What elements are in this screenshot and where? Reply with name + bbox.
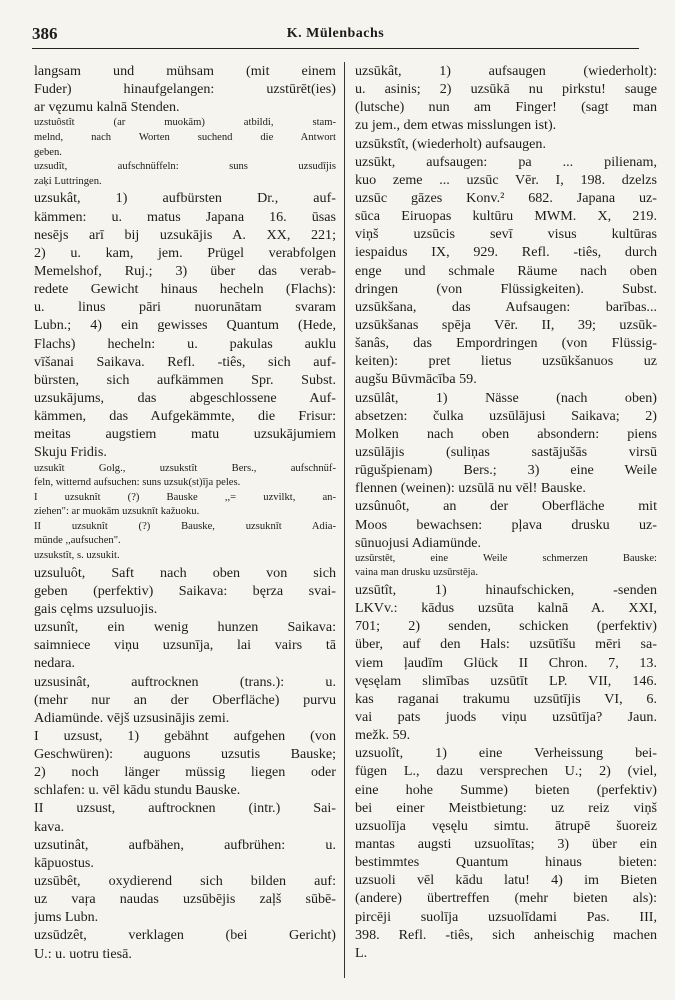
text-line: viem ļaudīm Glück II Chron. 7, 13. (355, 654, 657, 671)
text-line: enge und schmale Räume nach oben (355, 262, 657, 279)
text-line: II uzsuknît (?) Bauske, uzsuknīt Adia- (34, 520, 336, 532)
header-rule (32, 48, 639, 49)
text-line: uzsukājums, das abgeschlossene Auf- (34, 389, 336, 406)
page-header (32, 24, 639, 46)
text-line: münde ,,aufsuchen". (34, 535, 121, 547)
text-line: zaķi Luttringen. (34, 175, 102, 187)
text-line: uzsunît, ein wenig hunzen Saikava: (34, 619, 336, 636)
right-column (355, 62, 657, 980)
text-line: Adiamünde. vējš uzsusinājis zemi. (34, 709, 230, 726)
text-line: über, auf den Hals: uzsūtīšu mēri sa- (355, 636, 657, 653)
text-line: schlafen: u. vēl kādu stundu Bauske. (34, 782, 241, 799)
text-line: zu jem., dem etwas misslungen ist). (355, 117, 557, 134)
text-line: uzsukât, 1) aufbürsten Dr., auf- (34, 190, 336, 207)
text-line: (mehr nur an der Oberfläche) purvu (34, 691, 336, 708)
text-line: Geschwüren): auguons uzsutis Bauske; (34, 746, 336, 763)
text-line: eine hohe Summe) bieten (perfektiv) (355, 781, 657, 798)
text-line: LKVv.: kādus uzsūta kalnā A. XXI, (355, 600, 657, 617)
text-line: fügen L., dazu versprechen U.; 2) (viel, (355, 763, 657, 780)
text-line: sūnuojusi Adiamünde. (355, 534, 482, 551)
text-line: kämmen, das Aufgekämmte, die Frisur: (34, 408, 336, 425)
left-column (34, 62, 336, 980)
text-line: (andere) übertreffen (mehr bieten als): (355, 890, 657, 907)
column-divider (344, 62, 345, 978)
text-line: vīšanai Saikava. Refl. -tiês, sich auf- (34, 353, 336, 370)
text-line: kāpuostus. (34, 854, 94, 871)
text-line: uzstuôstît (ar muokām) atbildi, stam- (34, 117, 336, 129)
text-line: uzsukît Golg., uzsukstît Bers., aufschnüf- (34, 462, 336, 474)
text-line: uzsûnuôt, an der Oberfläche mit (355, 498, 657, 515)
text-line: uzsusinât, auftrocknen (trans.): u. (34, 673, 336, 690)
text-line: Flachs) hecheln: u. pakulas auklu (34, 335, 336, 352)
text-line: vai pats juods viņu uzsūtīja? Jaun. (355, 708, 657, 725)
text-line: uzsukstît, s. uzsukit. (34, 550, 120, 562)
text-line: ar vęzumu kalnā Stenden. (34, 99, 180, 116)
text-line: keiten): pret lietus uzsūkšanuos uz (355, 353, 657, 370)
text-line: I uzsuknît (?) Bauske ,,= uzvilkt, an- (34, 491, 336, 503)
text-line: kämmen: u. matus Japana 16. ūsas (34, 208, 336, 225)
text-line: 2) u. kam, jem. Prügel verabfolgen (34, 244, 336, 261)
text-line: uzsuluôt, Saft nach oben von sich (34, 564, 336, 581)
text-line: 398. Refl. -tiês, sich anheischig machen (355, 926, 657, 943)
text-line: uzsuolît, 1) eine Verheissung bei- (355, 745, 657, 762)
text-line: Lubn.; 4) ein gewisses Quantum (Hede, (34, 317, 336, 334)
text-line: uzsutinât, aufbähen, aufbrühen: u. (34, 836, 336, 853)
text-line: uz vaŗa naudas uzsūbējis zaļš sūbē- (34, 891, 336, 908)
text-line: u. asinis; 2) uzsūkā nu pirkstu! sauge (355, 81, 657, 98)
text-line: nesējs arī bij uzsukājis A. XX, 221; (34, 226, 336, 243)
text-line: uzsūdzêt, verklagen (bei Gericht) (34, 927, 336, 944)
text-line: uzsuoli vēl kādu latu! 4) im Bieten (355, 872, 657, 889)
text-line: viņš uzsūcis sevī visus kultūras (355, 226, 657, 243)
text-line: 701; 2) senden, schicken (perfektiv) (355, 618, 657, 635)
running-head: K. Mülenbachs (286, 26, 385, 41)
text-line: uzsūlājis (suliņas sastājušās virsū (355, 443, 657, 460)
text-line: uzsūkšana, das Aufsaugen: barības... (355, 298, 657, 315)
text-line: Fuder) hinaufgelangen: uzstūrēt(ies) (34, 81, 336, 98)
text-line: šanâs, das Empordringen (von Flüssig- (355, 335, 657, 352)
text-line: uzsūc gāzes Konv.² 682. Japana uz- (355, 189, 657, 206)
text-line: bürsten, sich aufkämmen Spr. Subst. (34, 371, 336, 388)
text-line: I uzsust, 1) gebähnt aufgehen (von (34, 727, 336, 744)
text-line: dringen (von Flüssigkeiten). Subst. (355, 280, 657, 297)
text-line: melnd, nach Worten suchend die Antwort (34, 132, 336, 144)
text-line: Skuju Fridis. (34, 444, 107, 461)
text-line: II uzsust, auftrocknen (intr.) Sai- (34, 800, 336, 817)
text-line: mantas augsti uzsuolītas; 3) über ein (355, 835, 657, 852)
text-line: uzsūbêt, oxydierend sich bilden auf: (34, 873, 336, 890)
text-line: kava. (34, 818, 65, 835)
text-line: saimniece viņu uzsunīja, lai vairs tā (34, 637, 336, 654)
text-line: langsam und mühsam (mit einem (34, 63, 336, 79)
text-line: bei einer Meistbietung: uz reiz viņš (355, 799, 657, 816)
text-line: redete Gewicht hinaus hecheln (Flachs): (34, 281, 336, 298)
text-line: uzsūrstêt, eine Weile schmerzen Bauske: (355, 552, 657, 564)
text-line: uzsūlât, 1) Nässe (nach oben) (355, 389, 657, 406)
text-line: jums Lubn. (34, 909, 99, 926)
text-line: uzsuolīja vęsęlu simtu. ātrupē šuoreiz (355, 817, 657, 834)
text-line: uzsūkstît, (wiederholt) aufsaugen. (355, 135, 546, 152)
text-line: U.: u. uotru tiesā. (34, 945, 132, 962)
text-line: gais cęlms uzsuluojis. (34, 600, 158, 617)
text-line: 2) noch länger müssig liegen oder (34, 764, 336, 781)
text-line: geben. (34, 146, 62, 158)
text-line: Moos bewachsen: pļava drusku uz- (355, 516, 657, 533)
text-line: Memelshof, Ruj.; 3) über das verab- (34, 262, 336, 279)
text-line: kuo zeme ... uzsūc Vēr. I, 198. dzelzs (355, 171, 657, 188)
text-line: u. linus pāri nuorunātam svaram (34, 299, 336, 316)
text-line: uzsūkât, 1) aufsaugen (wiederholt): (355, 63, 657, 79)
text-line: vaina man drusku uzsūrstēja. (355, 567, 478, 579)
text-line: mežk. 59. (355, 727, 411, 744)
text-line: pircēji suolīja uzsuolīdami Pas. III, (355, 908, 657, 925)
text-line: iespaidus IX, 929. Refl. -tiês, durch (355, 244, 657, 261)
text-line: uzsūkšanas spēja Vēr. II, 39; uzsūk- (355, 316, 657, 333)
text-line: flennen (weinen): uzsūlā nu vēl! Bauske. (355, 480, 586, 497)
text-line: Molken nach oben absondern: piens (355, 425, 657, 442)
text-line: absetzen: čulka uzsūlājusi Saikava; 2) (355, 407, 657, 424)
text-line: nedara. (34, 655, 76, 672)
text-line: rūgušpienam) Bers.; 3) eine Weile (355, 462, 657, 479)
page-number: 386 (32, 24, 58, 43)
text-line: vęsęlam slimības uzsūtīt LP. VII, 146. (355, 672, 657, 689)
text-line: sūca Eiruopas kultūru MWM. X, 219. (355, 208, 657, 225)
text-line: geben (perfektiv) Saikava: bęrza svai- (34, 582, 336, 599)
text-line: ziehen": ar muokām uzsuknīt kažuoku. (34, 506, 200, 518)
text-line: uzsūkt, aufsaugen: pa ... pilienam, (355, 153, 657, 170)
text-line: feln, witternd aufsuchen: suns uzsuk(st)īja peles. (34, 477, 241, 489)
text-line: (lutsche) nun am Finger! (sagt man (355, 99, 657, 116)
text-line: bestimmtes Quantum hinaus bieten: (355, 854, 657, 871)
text-line: augšu Būvmācība 59. (355, 371, 477, 388)
text-line: uzsūtît, 1) hinaufschicken, -senden (355, 581, 657, 598)
text-line: L. (355, 944, 368, 961)
text-line: uzsudît, aufschnüffeln: suns uzsudījis (34, 161, 336, 173)
text-line: kas raganai trakumu uzsūtījis VI, 6. (355, 690, 657, 707)
text-line: meitas augstiem matu uzsukājumiem (34, 426, 336, 443)
